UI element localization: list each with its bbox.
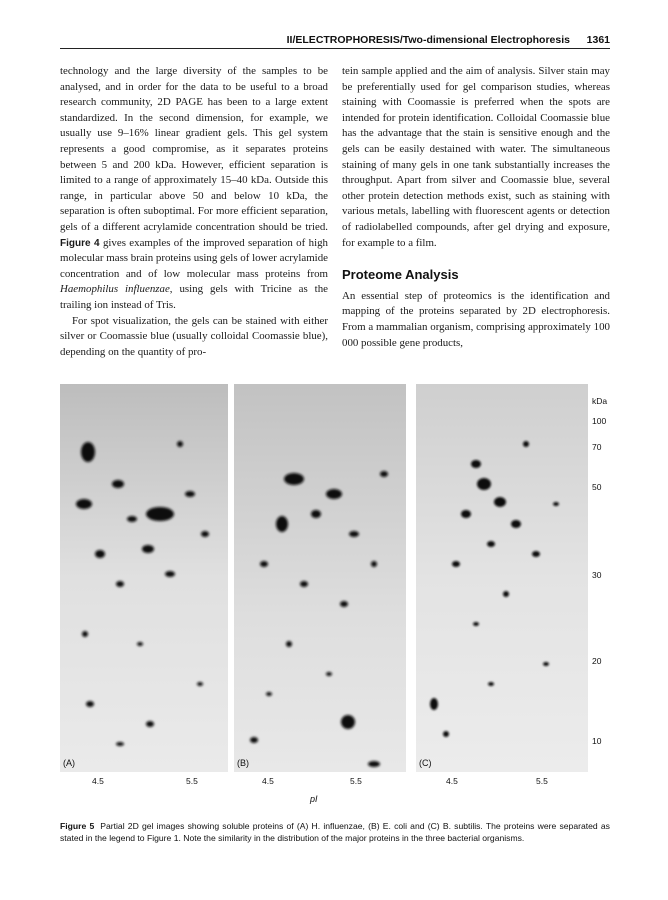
gel-image-c [416,384,588,772]
left-column [60,64,328,360]
caption-label: Figure 5 [60,821,95,831]
pi-axis-label: pI [310,794,318,804]
text-run: gives examples of the improved separation of high molecular mass brain proteins using gels of lower acrylamide concentration and of low molecular mass proteins from [60,236,328,280]
species-name: Haemophilus influenzae [60,283,170,296]
right-column [342,64,610,351]
running-head: II/ELECTROPHORESIS/Two-dimensional Electrophoresis [286,34,570,46]
gel-image-b [234,384,406,772]
ph-tick: 4.5 [262,776,274,786]
panel-label-a: (A) [63,758,75,768]
text-run: technology and the large diversity of the samples to be analysed, and in order for the data to be useful to a broad research community, 2D PAGE has been to a large extent standardized. In the second dimension, for example, we usually use 9–16% linear gradient gels. This gel system represents a good compromise, as it separates proteins between 5 and 200 kDa. However, efficient separation is limited to a range of approximately 15–40 kDa. Outside this range, in particular above 50 and below 10 kDa, the separation is often suboptimal. For more efficient separation, gels of a different acrylamide concentration should be tried. [60,65,328,233]
figure-caption [60,820,610,844]
running-header [60,34,610,48]
ph-tick: 4.5 [446,776,458,786]
right-paragraph-1: tein sample applied and the aim of analysis. Silver stain may be preferentially used for gel comparison studies, whereas staining with Coomassie is preferred when the spots are intended for protein identification. Colloidal Coomassie blue has the advantage that the stain is sensitive enough and the gels can be easily destained with water. The simultaneous staining of many gels in one tank substantially increases the throughput. Apart from silver and Coomassie blue, several other protein detection methods exist, such as staining with various metals, labelling with fluorescent agents or detection of radiolabelled compounds, after gel drying and exposure, for example to a film. [342,65,610,249]
kda-tick: 20 [592,656,602,666]
left-paragraph-1 [60,64,328,314]
page-number: 1361 [586,34,610,46]
header-rule [60,48,610,49]
gel-panel-a [60,384,228,772]
panel-label-b: (B) [237,758,249,768]
ph-tick: 5.5 [186,776,198,786]
ph-tick: 5.5 [536,776,548,786]
kda-tick: 100 [592,416,607,426]
figure-4-reference: Figure 4 [60,237,100,249]
kda-tick: 10 [592,736,602,746]
kda-tick: 50 [592,482,602,492]
ph-tick: 5.5 [350,776,362,786]
gel-panel-c [416,384,588,772]
section-title: Proteome Analysis [342,267,459,283]
figure-5 [60,384,610,814]
caption-text: Partial 2D gel images showing soluble proteins of (A) H. influenzae, (B) E. coli and (C) B. subtilis. The proteins were separated as stated in the legend to Figure 1. Note the similarity in the distribution of the major proteins in the three bacterial organisms. [60,821,610,843]
left-paragraph-2: For spot visualization, the gels can be stained with either silver or Coomassie blue (usually colloidal Coomassie blue), depending on the quantity of pro- [60,314,328,358]
panel-label-c: (C) [419,758,432,768]
kda-tick: 70 [592,442,602,452]
kda-unit-label: kDa [592,396,608,406]
gel-image-a [60,384,228,772]
kda-tick: 30 [592,570,602,580]
gel-panel-b [234,384,406,772]
ph-tick: 4.5 [92,776,104,786]
text-run: , using gels with Tricine as the trailing ion instead of Tris. [60,283,328,311]
right-paragraph-2: An essential step of proteomics is the identification and mapping of the proteins separated by 2D electrophoresis. From a mammalian organism, comprising approximately 100 000 possible gene products, [342,289,610,349]
